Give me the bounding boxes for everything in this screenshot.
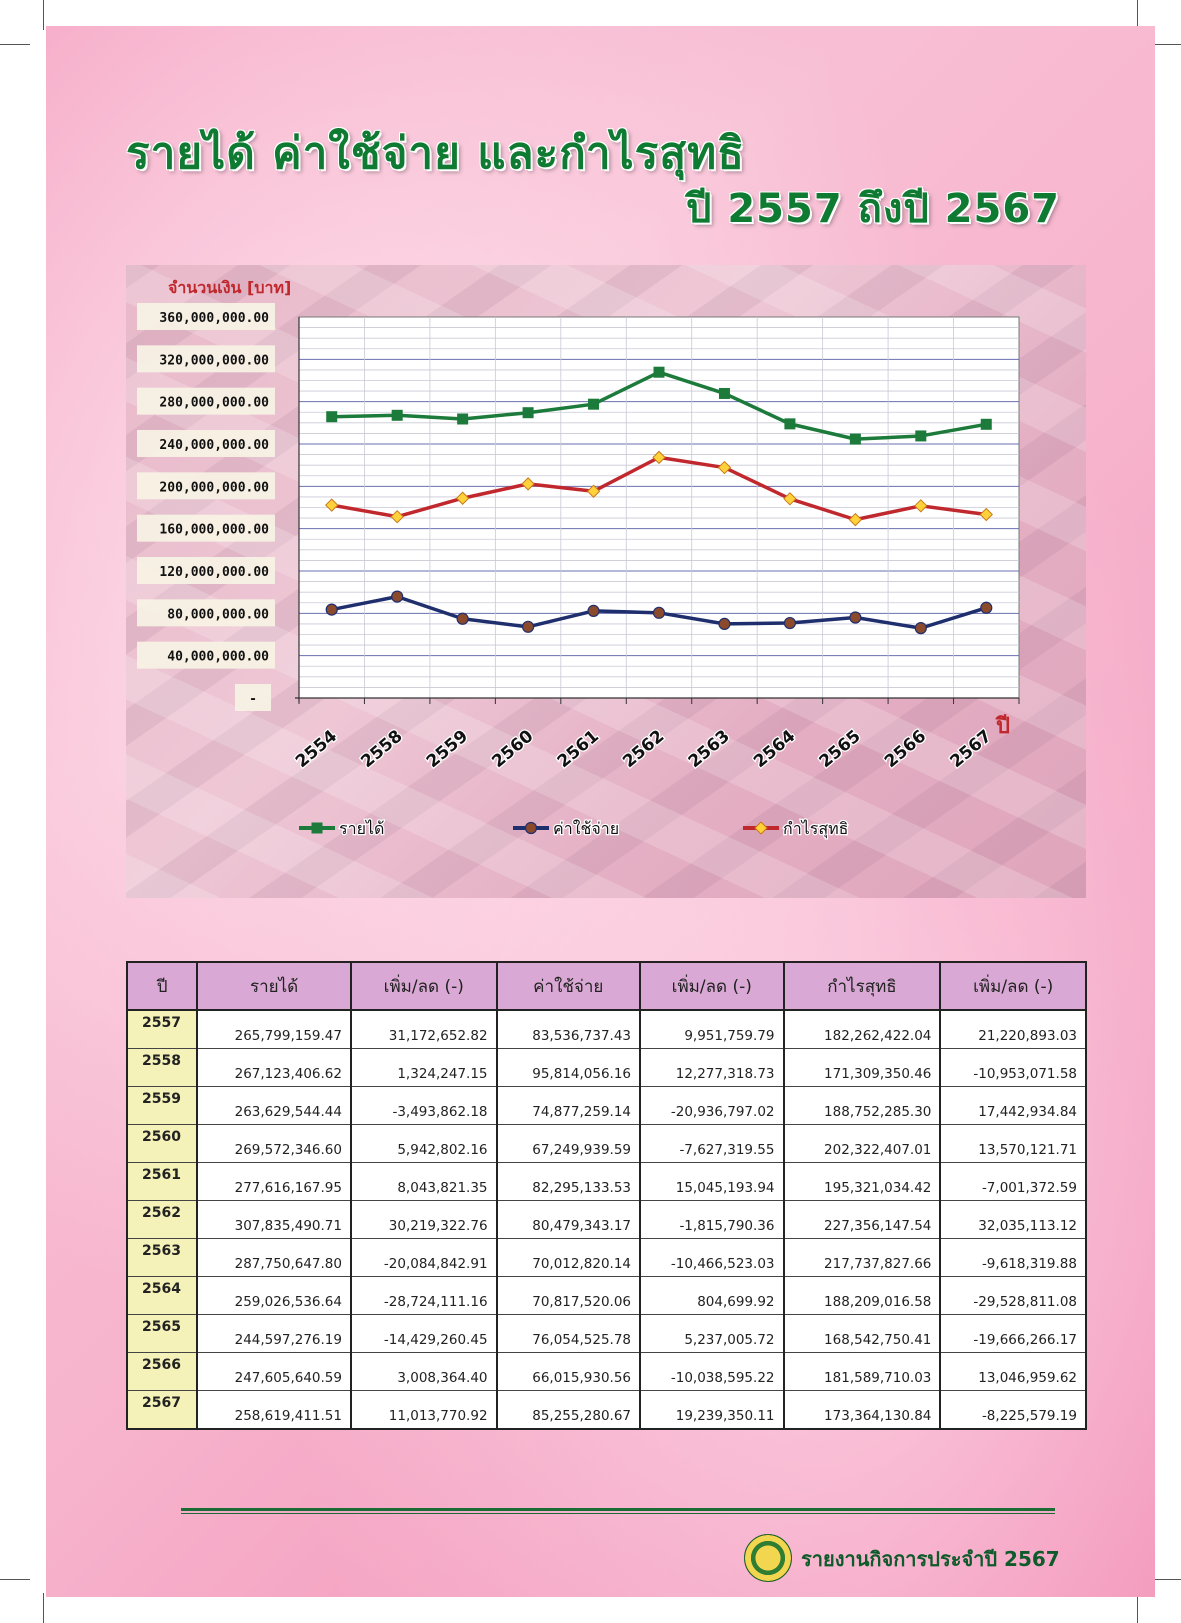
column-header: เพิ่ม/ลด (-) <box>351 962 497 1010</box>
year-cell: 2565 <box>127 1315 197 1353</box>
x-tick-label: 2561 <box>553 726 603 773</box>
value-cell: 804,699.92 <box>640 1277 783 1315</box>
value-cell: -19,666,266.17 <box>940 1315 1086 1353</box>
footer-text: รายงานกิจการประจำปี 2567 <box>801 1547 1060 1571</box>
value-cell: 83,536,737.43 <box>497 1010 640 1049</box>
expense-data-point <box>719 618 730 629</box>
crop-mark <box>43 0 44 30</box>
value-cell: 13,570,121.71 <box>940 1125 1086 1163</box>
value-cell: 173,364,130.84 <box>784 1391 941 1430</box>
year-cell: 2562 <box>127 1201 197 1239</box>
revenue-data-point <box>654 367 664 377</box>
value-cell: 30,219,322.76 <box>351 1201 497 1239</box>
y-axis-label: จำนวนเงิน [บาท] <box>168 278 292 297</box>
legend-marker <box>526 823 537 834</box>
year-cell: 2564 <box>127 1277 197 1315</box>
expense-data-point <box>654 607 665 618</box>
page-title: รายได้ ค่าใช้จ่าย และกำไรสุทธิ <box>126 128 745 179</box>
expense-data-point <box>588 605 599 616</box>
header-row <box>127 962 1086 1010</box>
value-cell: 12,277,318.73 <box>640 1049 783 1087</box>
y-tick-label: 240,000,000.00 <box>159 438 269 453</box>
table-body <box>127 1010 1086 1429</box>
y-tick-label: 360,000,000.00 <box>159 311 269 326</box>
value-cell: 17,442,934.84 <box>940 1087 1086 1125</box>
value-cell: -20,084,842.91 <box>351 1239 497 1277</box>
table-row <box>127 1010 1086 1049</box>
expense-data-point <box>326 604 337 615</box>
footer-divider <box>181 1513 1055 1514</box>
value-cell: 265,799,159.47 <box>197 1010 351 1049</box>
table-row <box>127 1353 1086 1391</box>
value-cell: -1,815,790.36 <box>640 1201 783 1239</box>
value-cell: 74,877,259.14 <box>497 1087 640 1125</box>
value-cell: -10,038,595.22 <box>640 1353 783 1391</box>
line-chart <box>126 265 1086 898</box>
table-row <box>127 1087 1086 1125</box>
y-tick-label: - <box>249 692 257 707</box>
legend-label: รายได้ <box>339 819 385 838</box>
value-cell: 85,255,280.67 <box>497 1391 640 1430</box>
crop-mark <box>0 1579 30 1580</box>
expense-data-point <box>784 618 795 629</box>
value-cell: 95,814,056.16 <box>497 1049 640 1087</box>
crop-mark <box>1137 1593 1138 1623</box>
value-cell: 259,026,536.64 <box>197 1277 351 1315</box>
crop-mark <box>1151 1579 1181 1580</box>
revenue-data-point <box>785 419 795 429</box>
value-cell: 195,321,034.42 <box>784 1163 941 1201</box>
x-tick-label: 2565 <box>815 726 865 773</box>
value-cell: -7,627,319.55 <box>640 1125 783 1163</box>
x-tick-label: 2559 <box>422 726 472 773</box>
value-cell: 227,356,147.54 <box>784 1201 941 1239</box>
y-tick-label: 160,000,000.00 <box>159 522 269 538</box>
column-header: ค่าใช้จ่าย <box>497 962 640 1010</box>
footer-divider <box>181 1508 1055 1511</box>
value-cell: 277,616,167.95 <box>197 1163 351 1201</box>
revenue-data-point <box>719 388 729 398</box>
legend-marker <box>755 822 767 834</box>
value-cell: -14,429,260.45 <box>351 1315 497 1353</box>
value-cell: 5,237,005.72 <box>640 1315 783 1353</box>
value-cell: -29,528,811.08 <box>940 1277 1086 1315</box>
revenue-data-point <box>392 410 402 420</box>
crop-mark <box>43 1593 44 1623</box>
emblem-seal-icon <box>744 1534 792 1582</box>
revenue-data-point <box>458 414 468 424</box>
table-row <box>127 1239 1086 1277</box>
expense-data-point <box>457 613 468 624</box>
value-cell: 11,013,770.92 <box>351 1391 497 1430</box>
column-header: รายได้ <box>197 962 351 1010</box>
year-cell: 2567 <box>127 1391 197 1430</box>
table-row <box>127 1201 1086 1239</box>
crop-mark <box>1151 44 1181 45</box>
x-tick-label: 2558 <box>357 726 407 773</box>
value-cell: -3,493,862.18 <box>351 1087 497 1125</box>
x-tick-label: 2567 <box>946 726 996 773</box>
value-cell: -9,618,319.88 <box>940 1239 1086 1277</box>
x-tick-label: 2566 <box>881 726 931 773</box>
y-tick-label: 80,000,000.00 <box>167 607 269 623</box>
column-header: เพิ่ม/ลด (-) <box>940 962 1086 1010</box>
value-cell: 13,046,959.62 <box>940 1353 1086 1391</box>
x-tick-label: 2562 <box>619 726 669 773</box>
column-header: เพิ่ม/ลด (-) <box>640 962 783 1010</box>
legend-marker <box>312 823 322 833</box>
value-cell: 3,008,364.40 <box>351 1353 497 1391</box>
value-cell: 76,054,525.78 <box>497 1315 640 1353</box>
value-cell: 181,589,710.03 <box>784 1353 941 1391</box>
value-cell: 269,572,346.60 <box>197 1125 351 1163</box>
value-cell: 1,324,247.15 <box>351 1049 497 1087</box>
value-cell: -10,953,071.58 <box>940 1049 1086 1087</box>
value-cell: 19,239,350.11 <box>640 1391 783 1430</box>
value-cell: 247,605,640.59 <box>197 1353 351 1391</box>
value-cell: 188,752,285.30 <box>784 1087 941 1125</box>
value-cell: 80,479,343.17 <box>497 1201 640 1239</box>
report-page <box>46 26 1155 1597</box>
expense-data-point <box>523 621 534 632</box>
crop-mark <box>0 44 30 45</box>
page-subtitle: ปี 2557 ถึงปี 2567 <box>686 186 1060 232</box>
column-header: กำไรสุทธิ <box>784 962 941 1010</box>
table-row <box>127 1277 1086 1315</box>
revenue-data-point <box>916 431 926 441</box>
y-tick-label: 320,000,000.00 <box>159 353 269 369</box>
year-cell: 2566 <box>127 1353 197 1391</box>
expense-data-point <box>392 591 403 602</box>
value-cell: 202,322,407.01 <box>784 1125 941 1163</box>
revenue-data-point <box>589 399 599 409</box>
y-tick-label: 40,000,000.00 <box>167 649 269 665</box>
value-cell: -7,001,372.59 <box>940 1163 1086 1201</box>
value-cell: 263,629,544.44 <box>197 1087 351 1125</box>
value-cell: 244,597,276.19 <box>197 1315 351 1353</box>
value-cell: -20,936,797.02 <box>640 1087 783 1125</box>
financial-table <box>126 961 1087 1430</box>
value-cell: 32,035,113.12 <box>940 1201 1086 1239</box>
table-row <box>127 1391 1086 1430</box>
value-cell: 67,249,939.59 <box>497 1125 640 1163</box>
value-cell: -28,724,111.16 <box>351 1277 497 1315</box>
value-cell: -8,225,579.19 <box>940 1391 1086 1430</box>
value-cell: 287,750,647.80 <box>197 1239 351 1277</box>
value-cell: 5,942,802.16 <box>351 1125 497 1163</box>
x-tick-label: 2554 <box>291 726 342 773</box>
table-row <box>127 1315 1086 1353</box>
revenue-data-point <box>523 408 533 418</box>
legend-label: กำไรสุทธิ <box>783 819 849 838</box>
table-row <box>127 1049 1086 1087</box>
value-cell: 21,220,893.03 <box>940 1010 1086 1049</box>
revenue-data-point <box>850 434 860 444</box>
value-cell: 70,012,820.14 <box>497 1239 640 1277</box>
value-cell: 171,309,350.46 <box>784 1049 941 1087</box>
value-cell: 217,737,827.66 <box>784 1239 941 1277</box>
chart-panel <box>126 265 1086 898</box>
value-cell: 82,295,133.53 <box>497 1163 640 1201</box>
revenue-data-point <box>981 419 991 429</box>
expense-data-point <box>915 623 926 634</box>
year-cell: 2563 <box>127 1239 197 1277</box>
year-cell: 2558 <box>127 1049 197 1087</box>
legend-label: ค่าใช้จ่าย <box>553 819 620 838</box>
y-tick-label: 120,000,000.00 <box>159 565 269 580</box>
value-cell: 168,542,750.41 <box>784 1315 941 1353</box>
table-header <box>127 962 1086 1010</box>
value-cell: 31,172,652.82 <box>351 1010 497 1049</box>
x-tick-label: 2563 <box>684 726 734 773</box>
expense-data-point <box>850 612 861 623</box>
expense-data-point <box>981 602 992 613</box>
value-cell: -10,466,523.03 <box>640 1239 783 1277</box>
x-tick-label: 2564 <box>750 726 800 773</box>
value-cell: 188,209,016.58 <box>784 1277 941 1315</box>
column-header: ปี <box>127 962 197 1010</box>
value-cell: 182,262,422.04 <box>784 1010 941 1049</box>
value-cell: 70,817,520.06 <box>497 1277 640 1315</box>
year-cell: 2560 <box>127 1125 197 1163</box>
table-row <box>127 1163 1086 1201</box>
revenue-data-point <box>327 412 337 422</box>
value-cell: 8,043,821.35 <box>351 1163 497 1201</box>
value-cell: 15,045,193.94 <box>640 1163 783 1201</box>
year-cell: 2559 <box>127 1087 197 1125</box>
year-cell: 2557 <box>127 1010 197 1049</box>
x-tick-label: 2560 <box>488 726 538 773</box>
value-cell: 9,951,759.79 <box>640 1010 783 1049</box>
x-axis-label: ปี <box>996 714 1010 739</box>
value-cell: 267,123,406.62 <box>197 1049 351 1087</box>
year-cell: 2561 <box>127 1163 197 1201</box>
value-cell: 307,835,490.71 <box>197 1201 351 1239</box>
value-cell: 66,015,930.56 <box>497 1353 640 1391</box>
table-row <box>127 1125 1086 1163</box>
value-cell: 258,619,411.51 <box>197 1391 351 1430</box>
y-tick-label: 280,000,000.00 <box>159 395 269 411</box>
y-tick-label: 200,000,000.00 <box>159 480 269 496</box>
